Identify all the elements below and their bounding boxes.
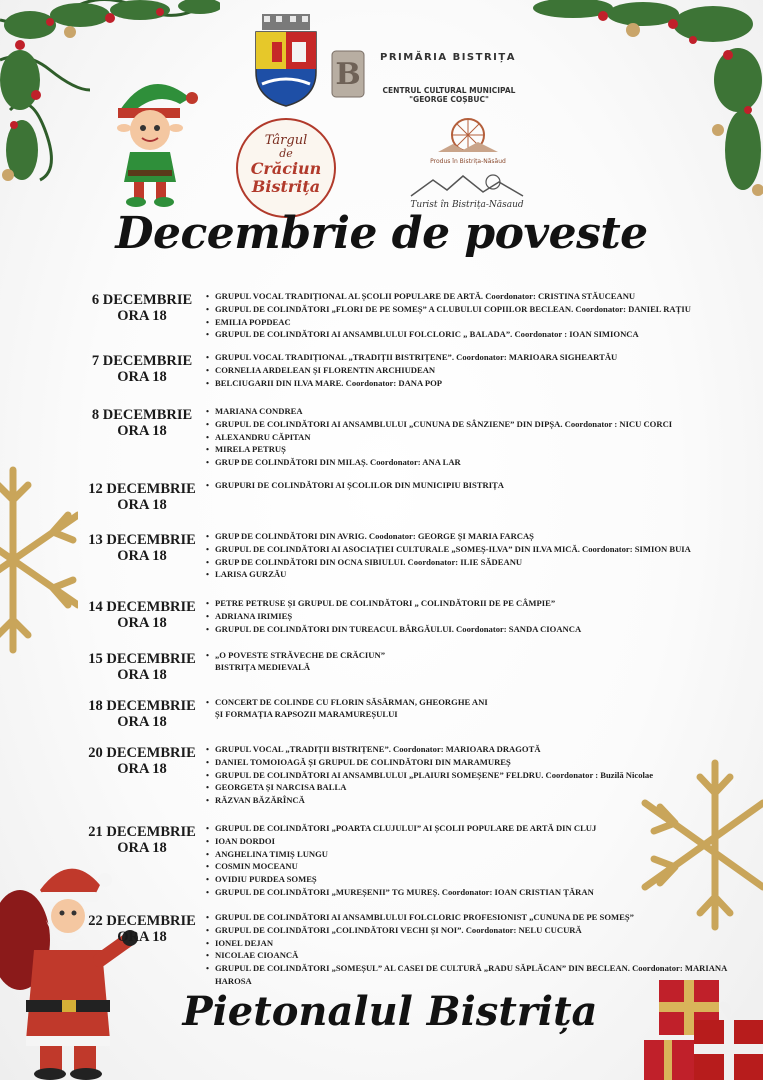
event-time: ORA 18 [117,308,167,324]
event-time: ORA 18 [117,761,167,777]
list-item: • GRUPURI DE COLINDĂTORI AI ȘCOLILOR DIN MUNICIPIU BISTRIȚA [206,479,756,492]
cultural-center-label: CENTRUL CULTURAL MUNICIPAL "GEORGE COȘBUC" [382,86,516,104]
ferris-wheel-icon [433,116,503,154]
event-time: ORA 18 [117,840,167,856]
list-item: • BELCIUGARII DIN ILVA MARE. Coordonator: DANA POP [206,377,756,390]
list-item: • PETRE PETRUSE ȘI GRUPUL DE COLINDĂTORI „ COLINDĂTORII DE PE CÂMPIE” [206,597,756,610]
targul-de-craciun-logo: Târgul de Crăciun Bistrița [236,118,336,218]
list-item: • GRUPUL VOCAL „TRADIȚII BISTRIȚENE”. Coordonator: MARIOARA DRAGOTĂ [206,743,756,756]
event-time: ORA 18 [117,615,167,631]
event-time: ORA 18 [117,714,167,730]
event-day: 14 DECEMBRIE [88,599,196,615]
list-item: • ANGHELINA TIMIȘ LUNGU [206,848,756,861]
event-day: 8 DECEMBRIE [91,407,193,423]
performer-list [206,822,756,899]
event-day: 7 DECEMBRIE [91,353,193,369]
event-date [80,698,204,730]
performer-list [206,696,756,709]
svg-text:B: B [335,57,361,92]
performer-list [206,290,756,341]
performer-list [206,479,756,492]
list-item-continuation: BISTRIȚA MEDIEVALĂ [215,662,311,672]
list-item: • GRUP DE COLINDĂTORI DIN AVRIG. Coodonator: GEORGE ȘI MARIA FARCAȘ [206,530,756,543]
event-date [80,292,204,324]
turist-bistrita-nasaud-logo: Turist în Bistrița-Năsaud [404,172,530,214]
list-item: • MARIANA CONDREA [206,405,756,418]
list-item: • GRUPUL DE COLINDĂTORI „POARTA CLUJULUI” AI ȘCOLII POPULARE DE ARTĂ DIN CLUJ [206,822,756,835]
event-time: ORA 18 [117,548,167,564]
poster-title: Decembrie de poveste [115,208,648,259]
event-date [80,407,204,439]
event-day: 12 DECEMBRIE [88,481,196,497]
event-time: ORA 18 [117,667,167,683]
event-day: 22 DECEMBRIE [88,913,196,929]
list-item: • GRUPUL DE COLINDĂTORI AI ANSAMBLULUI FOLCLORIC PROFESIONIST „CUNUNA DE PE SOMEȘ” [206,911,756,924]
list-item: • „O POVESTE STRĂVECHE DE CRĂCIUN” [206,649,756,662]
event-date [80,599,204,631]
list-item: • GRUPUL DE COLINDĂTORI AI ASOCIAȚIEI CULTURALE „SOMEȘ-ILVA” DIN ILVA MICĂ. Coordonator: SIMION BUIA [206,543,756,556]
performer-list [206,911,756,988]
list-item: • GRUPUL DE COLINDĂTORI „FLORI DE PE SOMEȘ” A CLUBULUI COPIILOR BECLEAN. Coordonator: DANIEL RAȚIU [206,303,756,316]
list-item: • GRUPUL DE COLINDĂTORI AI ANSAMBLULUI FOLCLORIC „ BALADA”. Coordonator : IOAN SIMIONCA [206,328,756,341]
list-item: • GEORGETA ȘI NARCISA BALLA [206,781,756,794]
list-item: • IOAN DORDOI [206,835,756,848]
list-item: • GRUPUL DE COLINDĂTORI AI ANSAMBLULUI „PLAIURI SOMEȘENE” FELDRU. Coordonator : Buzilă Nicolae [206,769,756,782]
event-date [80,824,204,856]
list-item: • GRUPUL VOCAL TRADIȚIONAL AL ȘCOLII POPULARE DE ARTĂ. Coordonator: CRISTINA STĂUCEANU [206,290,756,303]
list-item: • GRUPUL DE COLINDĂTORI „SOMEȘUL” AL CASEI DE CULTURĂ „RADU SĂPLĂCAN” DIN BECLEAN. Coordonator: MARIANA HAROSA [206,962,756,988]
produs-bistrita-nasaud-logo: Produs în Bistrița-Năsăud [426,116,510,168]
list-item: • DANIEL TOMOIOAGĂ ȘI GRUPUL DE COLINDĂTORI DIN MARAMUREȘ [206,756,756,769]
venue-title: Pietonalul Bistrița [182,988,598,1035]
performer-list [206,405,756,469]
list-item: • OVIDIU PURDEA SOMEȘ [206,873,756,886]
list-item: • CORNELIA ARDELEAN ȘI FLORENTIN ARCHIUDEAN [206,364,756,377]
list-item: • NICOLAE CIOANCĂ [206,949,756,962]
list-item: • RĂZVAN BĂZĂRÎNCĂ [206,794,756,807]
christmas-garland-right [533,0,763,200]
event-day: 13 DECEMBRIE [88,532,196,548]
gold-snowflake-left [0,460,78,660]
primaria-bistrita-label: PRIMĂRIA BISTRIȚA [380,52,516,63]
christmas-elf-illustration [100,70,200,210]
list-item: • MIRELA PETRUȘ [206,443,756,456]
event-day: 6 DECEMBRIE [91,292,193,308]
list-item: • GRUP DE COLINDĂTORI DIN OCNA SIBIULUI. Coordonator: ILIE SĂDEANU [206,556,756,569]
performer-list [206,351,756,389]
list-item: • IONEL DEJAN [206,937,756,950]
performer-list [206,597,756,635]
event-day: 15 DECEMBRIE [88,651,196,667]
event-day: 21 DECEMBRIE [88,824,196,840]
list-item: • ADRIANA IRIMIEȘ [206,610,756,623]
event-date [80,651,204,683]
list-item: • GRUP DE COLINDĂTORI DIN MILAȘ. Coordonator: ANA LAR [206,456,756,469]
list-item: • GRUPUL DE COLINDĂTORI AI ANSAMBLULUI „CUNUNA DE SÂNZIENE” DIN DIPȘA. Coordonator : NICU CORCI [206,418,756,431]
cultural-center-b-logo [331,50,365,98]
list-item: • LARISA GURZĂU [206,568,756,581]
list-item: • COSMIN MOCEANU [206,860,756,873]
list-item: • GRUPUL VOCAL TRADIȚIONAL „TRADIȚII BISTRIȚENE”. Coordonator: MARIOARA SIGHEARTĂU [206,351,756,364]
event-date [80,532,204,564]
list-item: • EMILIA POPDEAC [206,316,756,329]
event-time: ORA 18 [117,423,167,439]
event-date [80,913,204,945]
event-date [80,745,204,777]
landscape-icon [407,172,527,198]
event-date [80,481,204,513]
list-item: • GRUPUL DE COLINDĂTORI DIN TUREACUL BÂRGĂULUI. Coordonator: SANDA CIOANCA [206,623,756,636]
santa-claus-illustration [0,850,140,1080]
event-time: ORA 18 [117,497,167,513]
event-date [80,353,204,385]
performer-list [206,649,756,662]
list-item: • ALEXANDRU CĂPITAN [206,431,756,444]
performer-list [206,530,756,581]
list-item: • CONCERT DE COLINDE CU FLORIN SĂSĂRMAN, GHEORGHE ANI [206,696,756,709]
event-time: ORA 18 [117,929,167,945]
event-day: 20 DECEMBRIE [88,745,196,761]
bistrita-coat-of-arms-logo [252,14,320,108]
list-item: • GRUPUL DE COLINDĂTORI „MUREȘENII” TG MUREȘ. Coordonator: IOAN CRISTIAN ȚĂRAN [206,886,756,899]
list-item-continuation: ȘI FORMAȚIA RAPSOZII MARAMUREȘULUI [215,709,398,719]
event-time: ORA 18 [117,369,167,385]
list-item: • GRUPUL DE COLINDĂTORI „COLINDĂTORI VECHI ȘI NOI”. Coordonator: NELU CUCURĂ [206,924,756,937]
event-day: 18 DECEMBRIE [88,698,196,714]
performer-list [206,743,756,807]
